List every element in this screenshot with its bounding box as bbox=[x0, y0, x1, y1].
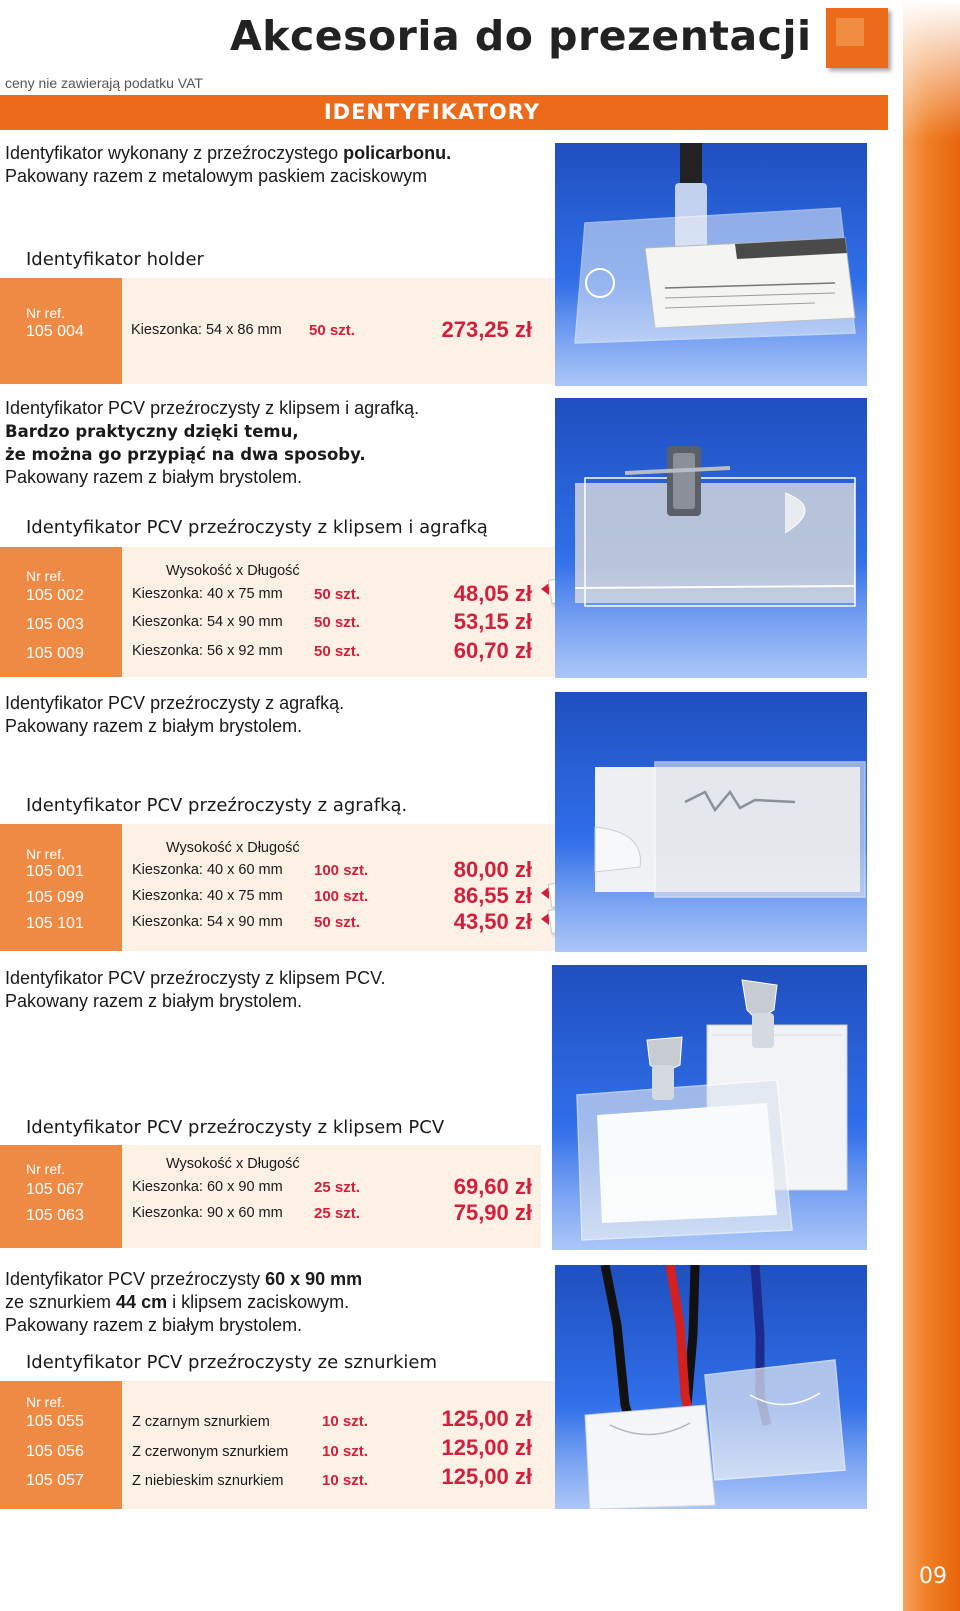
product-title: Identyfikator PCV przeźroczysty z klipsem i agrafką bbox=[26, 517, 488, 538]
price-cell: 86,55 zł bbox=[453, 883, 532, 908]
qty-cell: 50 szt. bbox=[309, 322, 355, 339]
product-photo-clip-pin bbox=[555, 398, 867, 678]
size-cell: Z czerwonym sznurkiem bbox=[132, 1444, 289, 1460]
product-title: Identyfikator PCV przeźroczysty ze sznurkiem bbox=[26, 1352, 437, 1373]
ref-number: 105 002 bbox=[26, 587, 84, 604]
size-cell: Kieszonka: 56 x 92 mm bbox=[132, 643, 283, 659]
ref-number: 105 099 bbox=[26, 889, 84, 906]
ref-number: 105 055 bbox=[26, 1413, 84, 1430]
product-title: Identyfikator PCV przeźroczysty z klipsem PCV bbox=[26, 1117, 445, 1138]
size-cell: Kieszonka: 40 x 75 mm bbox=[132, 586, 283, 602]
ref-number: 105 057 bbox=[26, 1472, 84, 1489]
price-cell: 125,00 zł bbox=[441, 1464, 532, 1489]
qty-cell: 25 szt. bbox=[314, 1179, 360, 1196]
price-cell: 53,15 zł bbox=[453, 609, 532, 634]
product-title: Identyfikator holder bbox=[26, 249, 204, 270]
qty-cell: 50 szt. bbox=[314, 643, 360, 660]
size-cell: Kieszonka: 40 x 75 mm bbox=[132, 888, 283, 904]
price-cell: 125,00 zł bbox=[441, 1406, 532, 1431]
size-cell: Z czarnym sznurkiem bbox=[132, 1414, 270, 1430]
qty-cell: 10 szt. bbox=[322, 1472, 368, 1489]
dim-header: Wysokość x Długość bbox=[166, 563, 300, 579]
product-description: Identyfikator PCV przeźroczysty z klipsem i agrafką. Bardzo praktyczny dzięki temu, że można go przypiąć na dwa sposoby. Pakowany razem z białym brystolem. bbox=[5, 398, 420, 487]
ref-number: 105 009 bbox=[26, 645, 84, 662]
qty-cell: 50 szt. bbox=[314, 914, 360, 931]
size-cell: Kieszonka: 40 x 60 mm bbox=[132, 862, 283, 878]
qty-cell: 10 szt. bbox=[322, 1413, 368, 1430]
ref-number: 105 004 bbox=[26, 323, 84, 340]
price-cell: 43,50 zł bbox=[453, 909, 532, 934]
side-stripe-fade bbox=[900, 0, 960, 140]
product-description: Identyfikator wykonany z przeźroczystego policarbonu. Pakowany razem z metalowym paskiem zaciskowym bbox=[5, 143, 452, 186]
dim-header: Wysokość x Długość bbox=[166, 840, 300, 856]
price-cell: 80,00 zł bbox=[453, 857, 532, 882]
ref-number: 105 056 bbox=[26, 1443, 84, 1460]
ref-header: Nr ref. bbox=[26, 1161, 65, 1177]
logo-icon bbox=[826, 8, 888, 68]
ref-number: 105 101 bbox=[26, 915, 84, 932]
ref-header: Nr ref. bbox=[26, 568, 65, 584]
vat-note: ceny nie zawierają podatku VAT bbox=[5, 75, 203, 91]
size-cell: Kieszonka: 54 x 86 mm bbox=[131, 322, 282, 338]
ref-number: 105 001 bbox=[26, 863, 84, 880]
page-number: 09 bbox=[919, 1564, 947, 1589]
price-cell: 60,70 zł bbox=[453, 638, 532, 663]
product-title: Identyfikator PCV przeźroczysty z agrafką. bbox=[26, 795, 408, 816]
product-photo-pin bbox=[555, 692, 867, 952]
product-description: Identyfikator PCV przeźroczysty z klipsem PCV. Pakowany razem z białym brystolem. bbox=[5, 968, 386, 1011]
price-cell: 48,05 zł bbox=[453, 581, 532, 606]
price-cell: 273,25 zł bbox=[441, 317, 532, 342]
size-cell: Kieszonka: 54 x 90 mm bbox=[132, 614, 283, 630]
product-description: Identyfikator PCV przeźroczysty 60 x 90 mm ze sznurkiem 44 cm i klipsem zaciskowym. Pakowany razem z białym brystolem. bbox=[5, 1269, 363, 1335]
qty-cell: 25 szt. bbox=[314, 1205, 360, 1222]
side-stripe bbox=[903, 0, 960, 1611]
product-photo-holder bbox=[555, 143, 867, 386]
ref-header: Nr ref. bbox=[26, 1394, 65, 1410]
product-photo-pvc-clip bbox=[552, 965, 867, 1250]
qty-cell: 100 szt. bbox=[314, 888, 369, 905]
section-bar bbox=[0, 95, 888, 130]
page-title: Akcesoria do prezentacji bbox=[230, 12, 812, 60]
section-title: IDENTYFIKATORY bbox=[323, 100, 540, 124]
size-cell: Kieszonka: 60 x 90 mm bbox=[132, 1179, 283, 1195]
price-cell: 75,90 zł bbox=[453, 1200, 532, 1225]
size-cell: Z niebieskim sznurkiem bbox=[132, 1473, 284, 1489]
product-description: Identyfikator PCV przeźroczysty z agrafką. Pakowany razem z białym brystolem. bbox=[5, 693, 345, 736]
qty-cell: 50 szt. bbox=[314, 614, 360, 631]
ref-number: 105 067 bbox=[26, 1181, 84, 1198]
dim-header: Wysokość x Długość bbox=[166, 1156, 300, 1172]
qty-cell: 100 szt. bbox=[314, 862, 369, 879]
product-photo-lanyard bbox=[555, 1265, 867, 1509]
size-cell: Kieszonka: 90 x 60 mm bbox=[132, 1205, 283, 1221]
size-cell: Kieszonka: 54 x 90 mm bbox=[132, 914, 283, 930]
ref-number: 105 003 bbox=[26, 616, 84, 633]
ref-number: 105 063 bbox=[26, 1207, 84, 1224]
qty-cell: 10 szt. bbox=[322, 1443, 368, 1460]
ref-header: Nr ref. bbox=[26, 846, 65, 862]
price-cell: 69,60 zł bbox=[453, 1174, 532, 1199]
qty-cell: 50 szt. bbox=[314, 586, 360, 603]
price-cell: 125,00 zł bbox=[441, 1435, 532, 1460]
ref-header: Nr ref. bbox=[26, 305, 65, 321]
